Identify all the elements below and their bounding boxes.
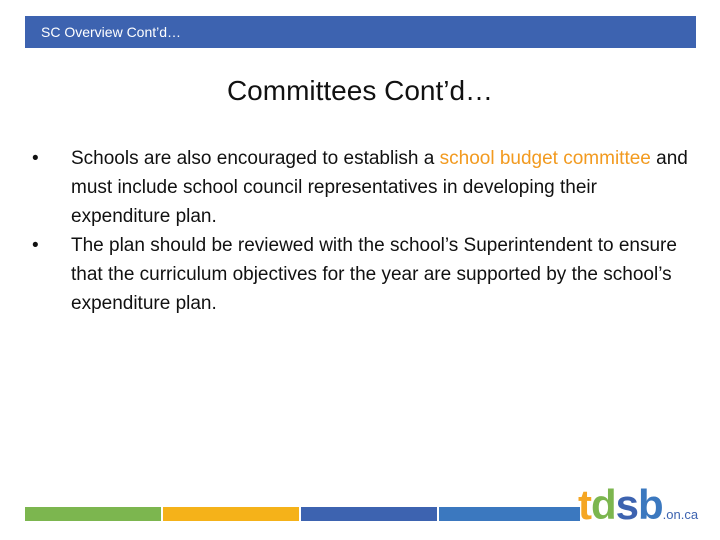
bullet-item: [30, 231, 690, 318]
logo-letter-b: b: [638, 481, 663, 528]
header-label: SC Overview Cont’d…: [41, 24, 182, 40]
footer-segment-green: [25, 507, 161, 521]
logo-letter-s: s: [615, 481, 639, 528]
footer-segment-orange: [163, 507, 299, 521]
bullet-highlight: school budget committee: [439, 148, 651, 169]
bullet-marker: •: [32, 235, 39, 256]
bullet-item: [30, 144, 690, 231]
logo-suffix: .on.ca: [662, 507, 699, 522]
footer-segment-lightblue: [439, 507, 580, 521]
footer-segment-blue: [301, 507, 437, 521]
logo-letter-d: d: [591, 481, 616, 528]
bullet-marker: •: [32, 148, 39, 169]
tdsb-logo: [578, 483, 698, 527]
slide-title: Committees Cont’d…: [226, 75, 494, 106]
bullet-text: The plan should be reviewed with the school’s Superintendent to ensure that the curriculum objectives for the year are supported by the school’s expenditure plan.: [71, 235, 677, 314]
bullet-text-before: Schools are also encouraged to establish a: [71, 148, 440, 169]
footer-color-strip: [25, 507, 580, 521]
bullet-text-after: and must include school council representatives in developing their expenditure plan.: [71, 148, 688, 227]
header-bar: [25, 16, 696, 48]
logo-letter-t: t: [578, 481, 591, 528]
bullet-list: [30, 144, 690, 318]
